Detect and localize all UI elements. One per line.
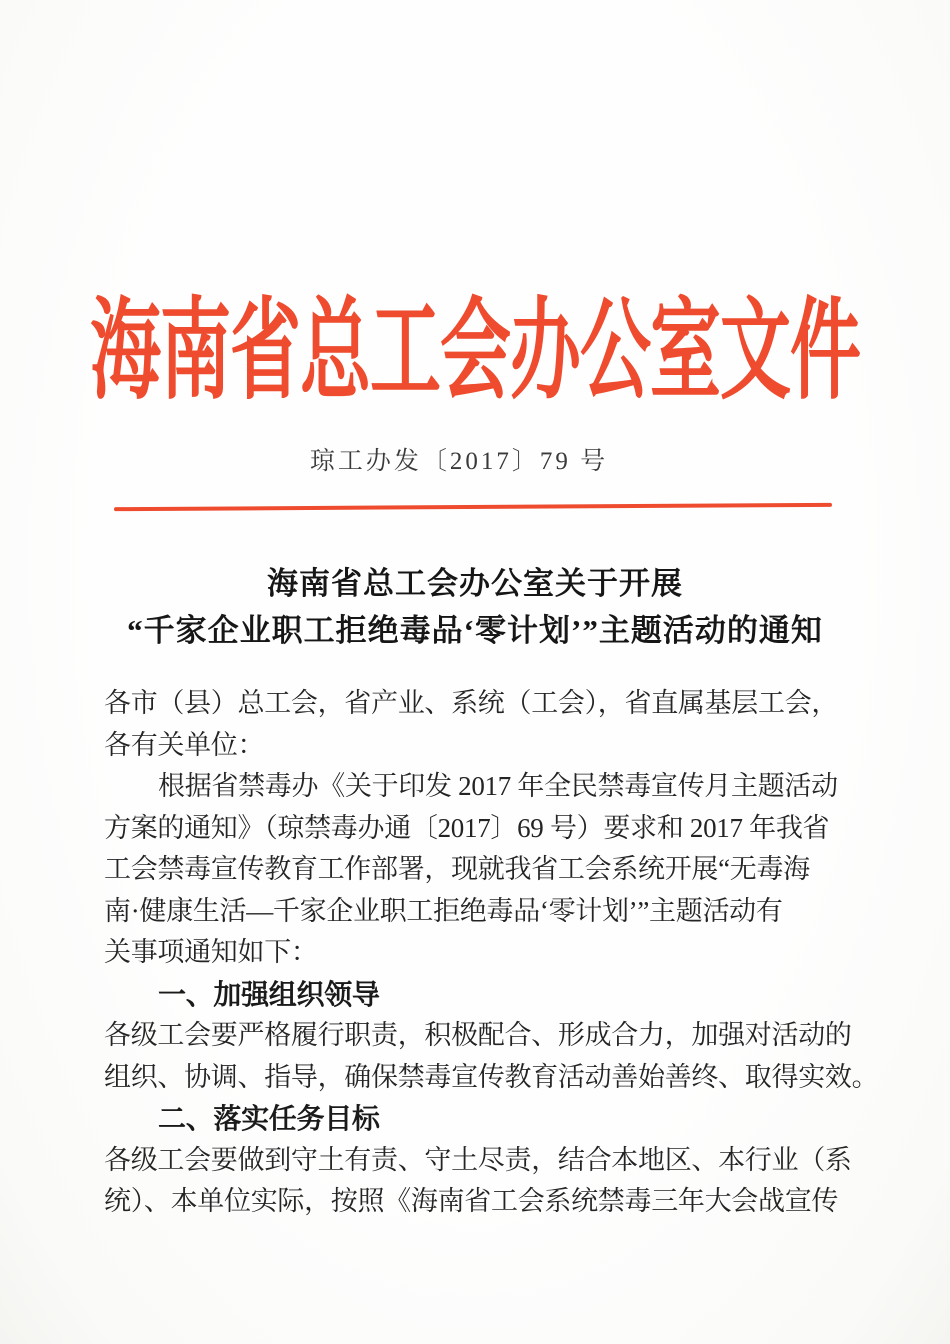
- body-paragraph-line: 根据省禁毒办《关于印发 2017 年全民禁毒宣传月主题活动: [158, 771, 838, 801]
- notice-title-line2: “千家企业职工拒绝毒品‘零计划’”主题活动的通知: [127, 613, 823, 648]
- salutation-line: 各市（县）总工会，省产业、系统（工会），省直属基层工会，: [104, 688, 839, 718]
- body-paragraph-line: 统）、本单位实际，按照《海南省工会系统禁毒三年大会战宣传: [104, 1186, 839, 1216]
- body-paragraph-line: 各级工会要做到守土有责、守土尽责，结合本地区、本行业（系: [104, 1144, 852, 1175]
- red-divider-line: [114, 503, 832, 511]
- body-paragraph-line: 各级工会要严格履行职责，积极配合、形成合力，加强对活动的: [104, 1020, 852, 1050]
- body-paragraph-line: 南·健康生活—千家企业职工拒绝毒品‘零计划’”主题活动有: [104, 895, 783, 926]
- section-heading-2: 二、落实任务目标: [158, 1103, 380, 1134]
- notice-title: [0, 560, 950, 654]
- body-paragraph-line: 组织、协调、指导，确保禁毒宣传教育活动善始善终、取得实效。: [104, 1061, 879, 1092]
- body-paragraph-line: 工会禁毒宣传教育工作部署，现就我省工会系统开展“无毒海: [104, 854, 810, 884]
- notice-title-line1: 海南省总工会办公室关于开展: [267, 566, 683, 601]
- agency-masthead-title: 海南省总工会办公室文件: [89, 290, 860, 414]
- body-paragraph-line: 方案的通知》（琼禁毒办通〔2017〕69 号）要求和 2017 年我省: [104, 812, 830, 843]
- body-paragraph-line: 关事项通知如下：: [104, 937, 318, 967]
- salutation-line: 各有关单位：: [104, 729, 265, 760]
- document-reference-number: 琼工办发〔2017〕79 号: [309, 448, 609, 475]
- document-body: [104, 683, 879, 1223]
- document-masthead: [0, 263, 950, 414]
- section-heading-1: 一、加强组织领导: [158, 978, 380, 1010]
- document-number-row: [0, 441, 950, 477]
